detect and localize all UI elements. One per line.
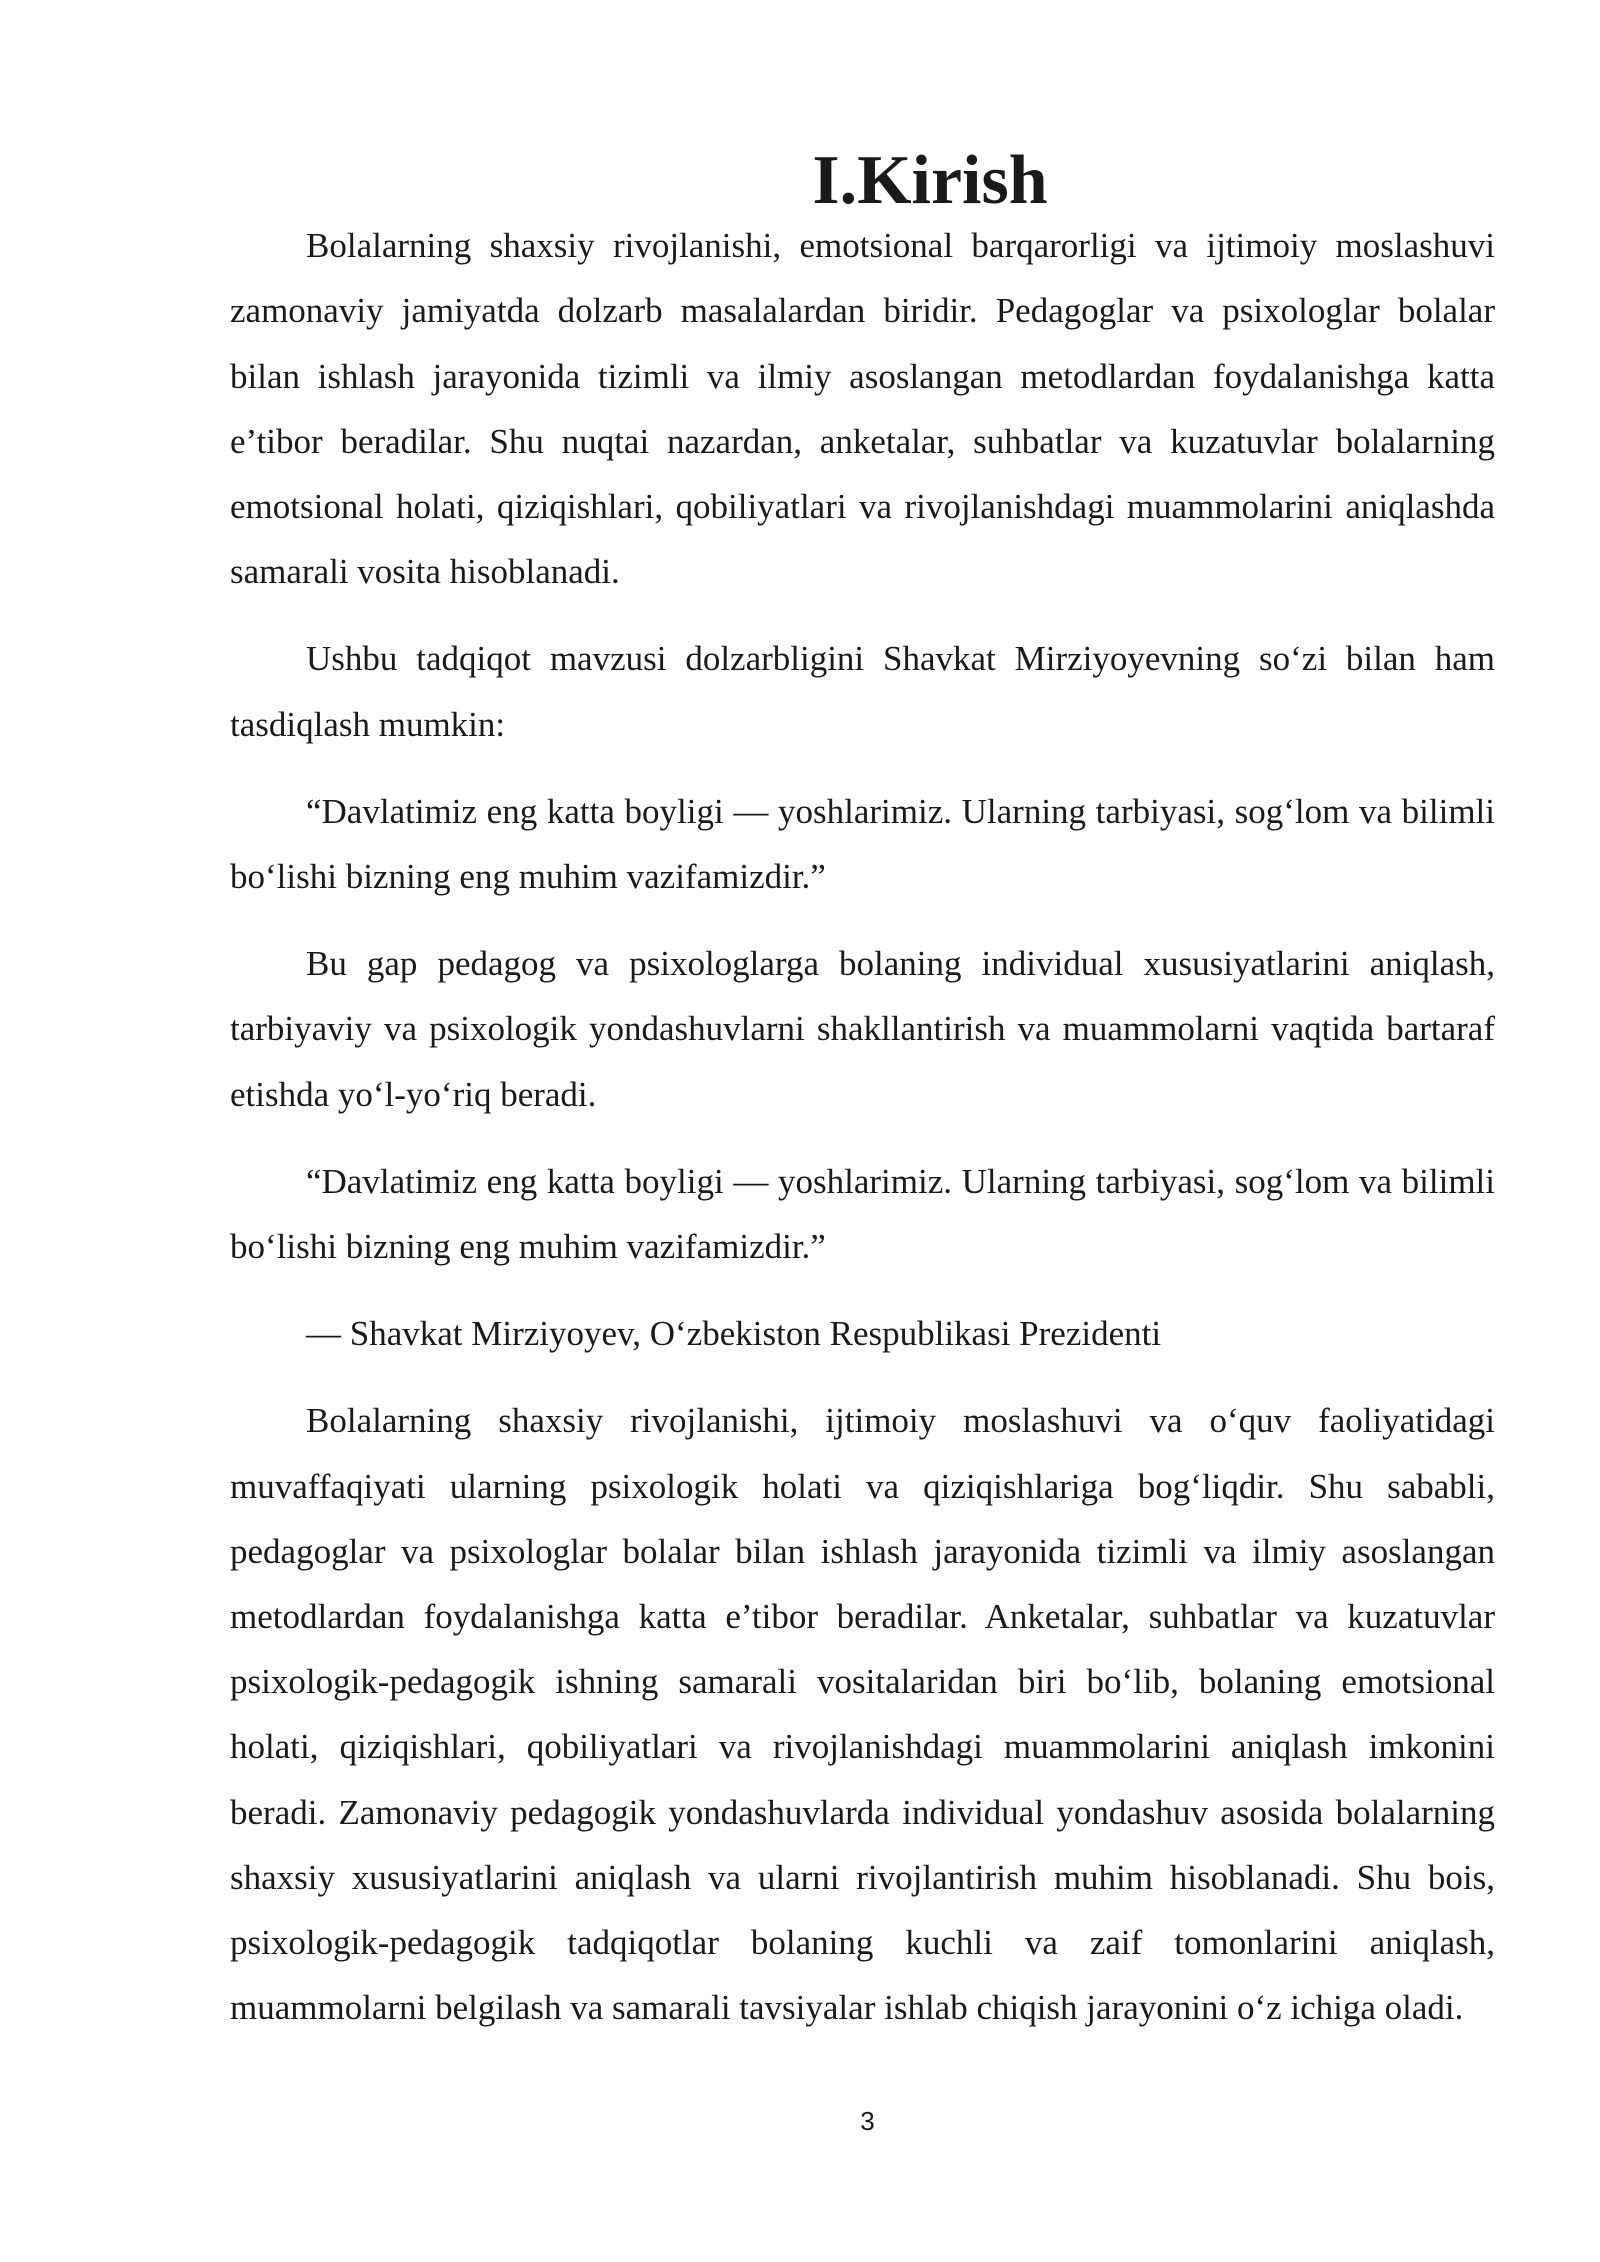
page-number: 3 [860, 2106, 875, 2136]
main-body-paragraph: Bolalarning shaxsiy rivojlanishi, ijtimoiy moslashuvi va o‘quv faoliyatidagi muvaffaqiyati ularning psixologik holati va qiziqishlariga bog‘liqdir. Shu sababli, pedagoglar va psixologlar bolalar bilan ishlash jarayonida tizimli va ilmiy asoslangan metodlardan foydalanishga katta e’tibor beradilar. Anketalar, suhbatlar va kuzatuvlar psixologik-pedagogik ishning samarali vositalaridan biri bo‘lib, bolaning emotsional holati, qiziqishlari, qobiliyatlari va rivojlanishdagi muammolarini aniqlash imkonini beradi. Zamonaviy pedagogik yondashuvlarda individual yondashuv asosida bolalarning shaxsiy xususiyatlarini aniqlash va ularni rivojlantirish muhim hisoblanadi. Shu bois, psixologik-pedagogik tadqiqotlar bolaning kuchli va zaif tomonlarini aniqlash, muammolarni belgilash va samarali tavsiyalar ishlab chiqish jarayonini o‘z ichiga oladi. [230, 1401, 1495, 2028]
intro-paragraph: Bolalarning shaxsiy rivojlanishi, emotsional barqarorligi va ijtimoiy moslashuvi zamonaviy jamiyatda dolzarb masalalardan biridir. Pedagoglar va psixologlar bolalar bilan ishlash jarayonida tizimli va ilmiy asoslangan metodlardan foydalanishga katta e’tibor beradilar. Shu nuqtai nazardan, anketalar, suhbatlar va kuzatuvlar bolalarning emotsional holati, qiziqishlari, qobiliyatlari va rivojlanishdagi muammolarini aniqlashda samarali vosita hisoblanadi. [230, 226, 1495, 592]
relevance-paragraph: Ushbu tadqiqot mavzusi dolzarbligini Shavkat Mirziyoyevning so‘zi bilan ham tasdiqlash mumkin: [230, 639, 1495, 744]
quote-repeat-paragraph: “Davlatimiz eng katta boyligi — yoshlarimiz. Ularning tarbiyasi, sog‘lom va bilimli bo‘lishi bizning eng muhim vazifamizdir.” [230, 1161, 1495, 1267]
quote-commentary-paragraph: Bu gap pedagog va psixologlarga bolaning individual xususiyatlarini aniqlash, tarbiyaviy va psixologik yondashuvlarni shakllantirish va muammolarni vaqtida bartaraf etishda yo‘l-yo‘riq beradi. [230, 944, 1495, 1114]
page-content [230, 142, 1495, 2040]
quote-paragraph: “Davlatimiz eng katta boyligi — yoshlarimiz. Ularning tarbiyasi, sog‘lom va bilimli bo‘lishi bizning eng muhim vazifamizdir.” [230, 791, 1495, 897]
quote-attribution: — Shavkat Mirziyoyev, O‘zbekiston Respublikasi Prezidenti [306, 1314, 1162, 1354]
section-title: I.Kirish [812, 142, 1048, 219]
